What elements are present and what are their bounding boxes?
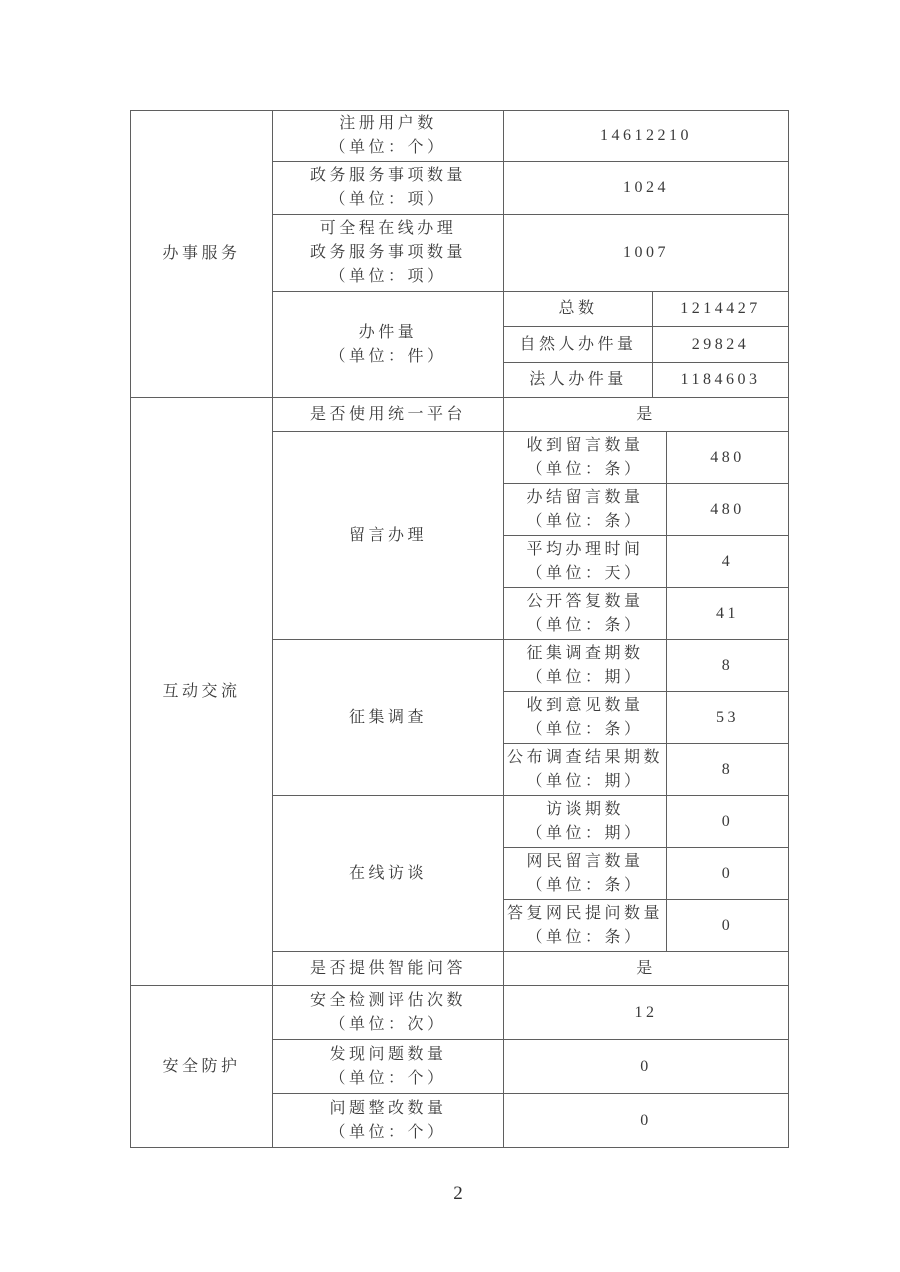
sub-metric-cell-public-replies: [504, 588, 667, 640]
group-unit: （单位：件）: [329, 347, 447, 365]
value-cell-public-replies: 41: [667, 588, 789, 640]
metric-unit: （单位：条）: [526, 928, 644, 946]
sub-metric-cell-messages-completed: [504, 484, 667, 536]
value-cell-total: 1214427: [653, 292, 789, 327]
sub-metric-cell-questions-answered: [504, 900, 667, 952]
metric-unit: （单位：期）: [526, 824, 644, 842]
table-row: [131, 111, 789, 162]
metric-label: 政务服务事项数量: [309, 167, 466, 184]
table-row: [131, 986, 789, 1040]
value-cell-survey-issues: 8: [667, 640, 789, 692]
metric-label: 公开答复数量: [526, 592, 644, 610]
metric-unit: （单位：天）: [526, 564, 644, 582]
metric-label: 收到意见数量: [526, 696, 644, 714]
value-cell-online-items: 1007: [504, 215, 789, 292]
group-cell-case-volume: [273, 292, 504, 398]
metric-label: 网民留言数量: [526, 852, 644, 870]
sub-label-legal-person: 法人办件量: [504, 363, 653, 398]
metric-unit: （单位：项）: [329, 268, 447, 285]
metric-label: 收到留言数量: [526, 436, 644, 454]
metric-label: 政务服务事项数量: [309, 244, 466, 261]
value-cell-problems-found: 0: [504, 1040, 789, 1094]
metric-cell-unified-platform: 是否使用统一平台: [273, 398, 504, 432]
category-cell-interaction: 互动交流: [131, 398, 273, 986]
metric-unit: （单位：条）: [526, 876, 644, 894]
metric-label: 访谈期数: [545, 800, 624, 818]
metric-label: 答复网民提问数量: [506, 904, 663, 922]
sub-metric-cell-average-time: [504, 536, 667, 588]
metric-unit: （单位：个）: [329, 139, 447, 156]
metric-unit: （单位：期）: [526, 668, 644, 686]
metric-unit: （单位：次）: [329, 1015, 447, 1033]
metric-unit: （单位：条）: [526, 512, 644, 530]
metric-cell-registered-users: [273, 111, 504, 162]
metric-unit: （单位：项）: [329, 191, 447, 208]
sub-metric-cell-netizen-messages: [504, 848, 667, 900]
value-cell-opinions-received: 53: [667, 692, 789, 744]
metric-label: 注册用户数: [339, 115, 437, 132]
group-cell-message-handling: 留言办理: [273, 432, 504, 640]
value-cell-interview-issues: 0: [667, 796, 789, 848]
sub-metric-cell-messages-received: [504, 432, 667, 484]
metric-label: 征集调查期数: [526, 644, 644, 662]
value-cell-messages-completed: 480: [667, 484, 789, 536]
group-cell-survey: 征集调查: [273, 640, 504, 796]
metric-label: 办结留言数量: [526, 488, 644, 506]
metric-cell-smart-qa: 是否提供智能问答: [273, 952, 504, 986]
value-cell-messages-received: 480: [667, 432, 789, 484]
value-cell-service-items: 1024: [504, 162, 789, 215]
sub-metric-cell-opinions-received: [504, 692, 667, 744]
value-cell-questions-answered: 0: [667, 900, 789, 952]
value-cell-registered-users: 14612210: [504, 111, 789, 162]
metric-label: 公布调查结果期数: [506, 748, 663, 766]
sub-label-natural-person: 自然人办件量: [504, 327, 653, 363]
metric-label: 发现问题数量: [329, 1045, 447, 1063]
metric-label: 问题整改数量: [329, 1099, 447, 1117]
sub-metric-cell-results-published: [504, 744, 667, 796]
metric-cell-service-items: [273, 162, 504, 215]
metric-unit: （单位：个）: [329, 1123, 447, 1141]
value-cell-netizen-messages: 0: [667, 848, 789, 900]
value-cell-natural-person: 29824: [653, 327, 789, 363]
sub-metric-cell-interview-issues: [504, 796, 667, 848]
metric-label: 平均办理时间: [526, 540, 644, 558]
value-cell-problems-rectified: 0: [504, 1094, 789, 1148]
group-cell-online-interview: 在线访谈: [273, 796, 504, 952]
table-row: [131, 398, 789, 432]
value-cell-security-assessments: 12: [504, 986, 789, 1040]
metric-cell-online-items: [273, 215, 504, 292]
metric-label: 安全检测评估次数: [309, 991, 466, 1009]
metric-cell-problems-found: [273, 1040, 504, 1094]
value-cell-results-published: 8: [667, 744, 789, 796]
value-cell-average-time: 4: [667, 536, 789, 588]
metric-unit: （单位：条）: [526, 616, 644, 634]
value-cell-legal-person: 1184603: [653, 363, 789, 398]
category-cell-service: 办事服务: [131, 111, 273, 398]
metric-unit: （单位：期）: [526, 772, 644, 790]
metric-label: 可全程在线办理: [319, 220, 457, 237]
statistics-table: [130, 110, 789, 1148]
metric-unit: （单位：条）: [526, 460, 644, 478]
group-label: 办件量: [358, 323, 418, 341]
metric-unit: （单位：条）: [526, 720, 644, 738]
metric-cell-problems-rectified: [273, 1094, 504, 1148]
value-cell-smart-qa: 是: [504, 952, 789, 986]
page-number: 2: [453, 1183, 463, 1204]
sub-metric-cell-survey-issues: [504, 640, 667, 692]
metric-unit: （单位：个）: [329, 1069, 447, 1087]
sub-label-total: 总数: [504, 292, 653, 327]
metric-cell-security-assessments: [273, 986, 504, 1040]
value-cell-unified-platform: 是: [504, 398, 789, 432]
category-cell-security: 安全防护: [131, 986, 273, 1148]
